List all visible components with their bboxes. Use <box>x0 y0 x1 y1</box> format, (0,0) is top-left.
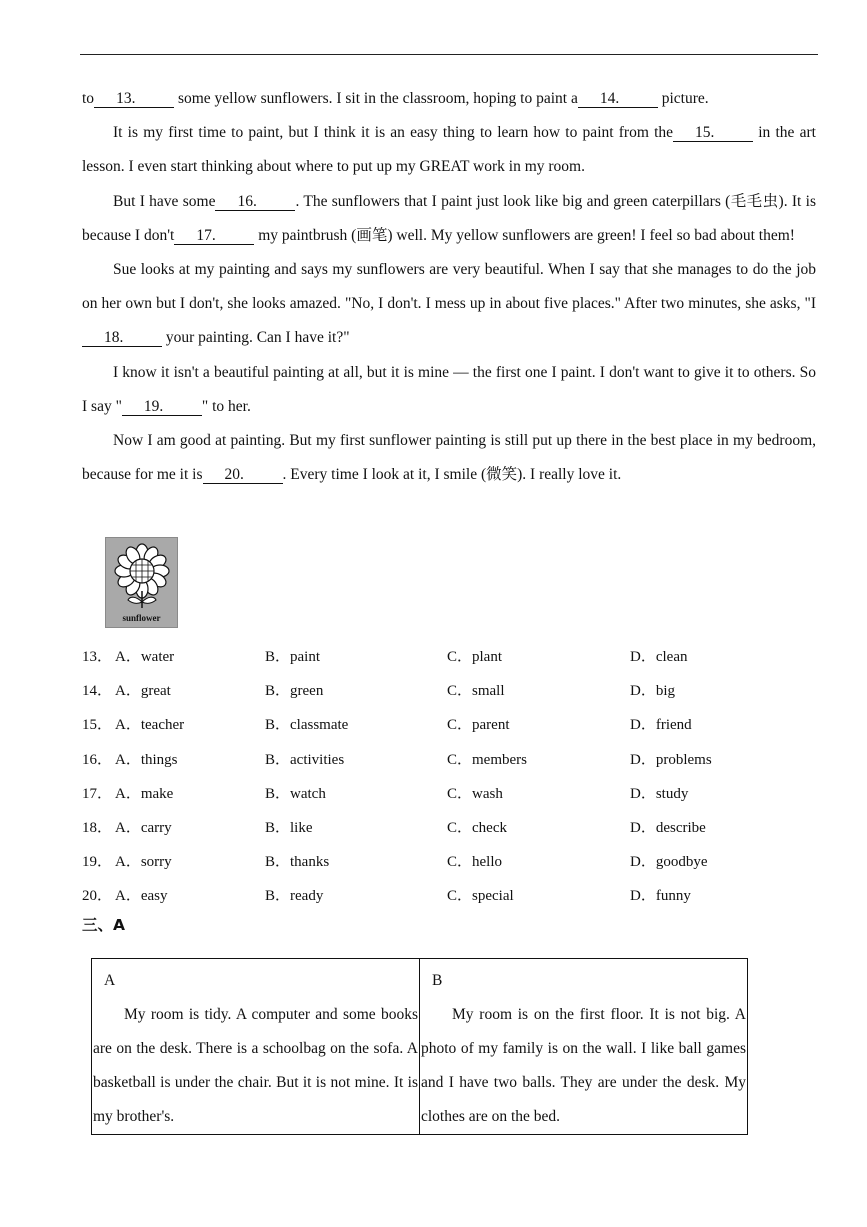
text: your painting. Can I have it?" <box>162 329 350 347</box>
text: Now I am good at painting. But my first sunflower painting is still put up there in the best place in my bedroom, because for me it is <box>82 432 816 484</box>
option-c[interactable]: C．special <box>447 888 514 905</box>
text: " to her. <box>201 397 251 415</box>
table-row <box>92 959 748 1135</box>
passage-paragraph-6 <box>82 424 816 492</box>
option-row <box>82 743 822 777</box>
option-b[interactable]: B．watch <box>265 785 326 802</box>
blank-15[interactable]: 15. <box>673 124 753 142</box>
option-row <box>82 879 822 913</box>
text: some yellow sunflowers. I sit in the classroom, hoping to paint a <box>174 90 578 107</box>
option-a[interactable]: A．things <box>115 751 178 768</box>
cell-b-text: My room is on the first floor. It is not big. A photo of my family is on the wall. I like ball games and I have two balls. They are under the desk. My clothes are on the bed. <box>421 1006 746 1125</box>
blank-19[interactable]: 19. <box>122 398 202 416</box>
option-b[interactable]: B．paint <box>265 649 320 665</box>
option-c[interactable]: C．hello <box>447 854 502 871</box>
text: I know it isn't a beautiful painting at all, but it is mine — the first one I paint. I don't want to give it to others. So I say " <box>82 363 816 415</box>
option-a[interactable]: A．easy <box>115 888 168 905</box>
text: Sue looks at my painting and says my sunflowers are very beautiful. When I say that she manages to do the job on her own but I don't, she looks amazed. "No, I don't. I mess up in about five places." After two minutes, she asks, "I <box>82 261 816 313</box>
option-row <box>82 640 822 674</box>
question-number: 18． <box>82 819 113 836</box>
text: picture. <box>657 90 709 107</box>
option-b[interactable]: B．thanks <box>265 854 330 871</box>
text: . Every time I look at it, I smile (微笑). I really love it. <box>282 466 622 484</box>
option-b[interactable]: B．activities <box>265 751 345 768</box>
option-row <box>82 845 822 879</box>
blank-14[interactable]: 14. <box>578 90 658 108</box>
option-d[interactable]: D．study <box>630 785 689 802</box>
option-a[interactable]: A．teacher <box>115 717 185 734</box>
reading-table <box>91 958 748 1135</box>
option-d[interactable]: D．friend <box>630 717 692 734</box>
option-b[interactable]: B．classmate <box>265 717 349 734</box>
option-d[interactable]: D．big <box>630 683 676 700</box>
passage-paragraph-2 <box>82 116 816 184</box>
cell-a-label: A <box>104 972 116 989</box>
option-row <box>82 811 822 845</box>
question-number: 20． <box>82 888 113 905</box>
question-number: 17． <box>82 785 113 802</box>
text: my paintbrush (画笔) well. My yellow sunflowers are green! I feel so bad about them! <box>254 226 795 244</box>
option-d[interactable]: D．describe <box>630 819 706 836</box>
blank-20[interactable]: 20. <box>203 466 283 484</box>
passage-line-1 <box>82 82 816 116</box>
text: But I have some <box>113 192 216 210</box>
text: It is my first time to paint, but I think it is an easy thing to learn how to paint from the <box>113 124 674 142</box>
passage-paragraph-4 <box>82 253 816 356</box>
option-a[interactable]: A．sorry <box>115 854 172 871</box>
options-list <box>82 640 822 914</box>
question-number: 14． <box>82 683 113 700</box>
blank-13[interactable]: 13. <box>94 90 174 108</box>
question-number: 19． <box>82 854 113 871</box>
option-c[interactable]: C．small <box>447 683 505 700</box>
cell-a <box>92 959 420 1135</box>
option-c[interactable]: C．parent <box>447 717 510 734</box>
question-number: 13． <box>82 649 113 665</box>
option-c[interactable]: C．wash <box>447 785 503 802</box>
option-b[interactable]: B．like <box>265 819 313 836</box>
text: . The sunflowers that I paint just look like big and green caterpillars (毛毛虫). It is because I don't <box>82 192 816 244</box>
option-a[interactable]: A．carry <box>115 819 172 836</box>
cell-a-text: My room is tidy. A computer and some books are on the desk. There is a schoolbag on the sofa. A basketball is under the chair. But it is not mine. It is my brother's. <box>93 1006 418 1125</box>
option-a[interactable]: A．make <box>115 785 174 802</box>
option-d[interactable]: D．goodbye <box>630 854 708 871</box>
sunflower-picture <box>105 537 178 628</box>
option-c[interactable]: C．plant <box>447 649 502 665</box>
passage-paragraph-3 <box>82 185 816 253</box>
option-c[interactable]: C．check <box>447 819 507 836</box>
option-d[interactable]: D．problems <box>630 751 712 768</box>
cell-b-label: B <box>432 972 443 989</box>
option-d[interactable]: D．clean <box>630 649 688 665</box>
text: to <box>82 90 95 107</box>
section-heading: 三、A <box>82 916 125 934</box>
option-d[interactable]: D．funny <box>630 888 691 905</box>
option-row <box>82 674 822 708</box>
option-b[interactable]: B．green <box>265 683 324 700</box>
option-c[interactable]: C．members <box>447 751 527 768</box>
option-row <box>82 777 822 811</box>
question-number: 16． <box>82 751 113 768</box>
blank-17[interactable]: 17. <box>174 227 254 245</box>
option-row <box>82 708 822 742</box>
picture-label: sunflower <box>122 613 161 623</box>
option-a[interactable]: A．water <box>115 649 175 665</box>
cell-b <box>420 959 748 1135</box>
question-number: 15． <box>82 717 113 734</box>
cloze-passage <box>82 82 816 492</box>
header-rule <box>80 54 818 55</box>
passage-paragraph-5 <box>82 356 816 424</box>
blank-16[interactable]: 16. <box>215 193 295 211</box>
option-a[interactable]: A．great <box>115 683 171 700</box>
option-b[interactable]: B．ready <box>265 888 324 905</box>
blank-18[interactable]: 18. <box>82 329 162 347</box>
text: in the art lesson. I even start thinking about where to put up my GREAT work in my room. <box>82 124 816 176</box>
